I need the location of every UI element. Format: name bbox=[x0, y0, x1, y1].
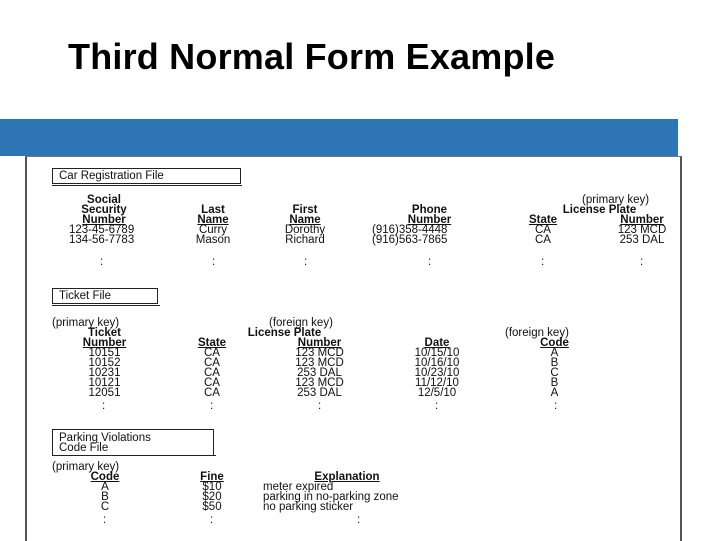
table-cell: (916)563-7865 bbox=[372, 234, 448, 246]
ellipsis: : bbox=[103, 514, 107, 526]
col-header-ticket-plate-number: Number bbox=[297, 337, 342, 349]
table-cell: $10 bbox=[202, 481, 222, 493]
table-cell: 12/5/10 bbox=[417, 387, 457, 399]
divider bbox=[52, 185, 242, 186]
ellipsis: : bbox=[102, 400, 106, 412]
table-cell: 123 MCD bbox=[295, 357, 344, 369]
table-cell: B bbox=[550, 377, 559, 389]
table-cell: CA bbox=[535, 234, 551, 246]
ellipsis: : bbox=[318, 400, 322, 412]
violations-primary-key-note: (primary key) bbox=[52, 461, 120, 473]
ticket-primary-key-note: (primary key) bbox=[52, 317, 120, 329]
col-header-first-1: First bbox=[292, 204, 318, 216]
table-cell: 253 DAL bbox=[619, 234, 665, 246]
table-cell: $20 bbox=[202, 491, 222, 503]
table-cell: C bbox=[550, 367, 559, 379]
table-cell: B bbox=[101, 491, 109, 503]
table-cell: CA bbox=[204, 347, 220, 359]
col-header-ssn-3: Number bbox=[82, 214, 126, 226]
table-cell: CA bbox=[204, 387, 220, 399]
ellipsis: : bbox=[212, 256, 216, 268]
table-cell: 10231 bbox=[88, 367, 121, 379]
col-header-ssn-1: Social bbox=[87, 194, 121, 206]
col-header-violation-code: Code bbox=[90, 471, 120, 483]
ellipsis: : bbox=[100, 256, 104, 268]
col-header-ticket-2: Number bbox=[82, 337, 127, 349]
table-cell: C bbox=[100, 501, 110, 513]
table-cell: 10151 bbox=[88, 347, 121, 359]
table-cell: A bbox=[101, 481, 109, 493]
table-cell: 12051 bbox=[88, 387, 121, 399]
table-cell: 253 DAL bbox=[297, 387, 342, 399]
ellipsis: : bbox=[357, 514, 361, 526]
table-cell: B bbox=[550, 357, 559, 369]
table-cell: Richard bbox=[285, 234, 325, 246]
ellipsis: : bbox=[541, 256, 545, 268]
table-cell: 123 MCD bbox=[295, 347, 344, 359]
divider bbox=[52, 455, 216, 456]
table-cell: no parking sticker bbox=[263, 501, 354, 513]
ellipsis: : bbox=[640, 256, 644, 268]
col-header-ticket-1: Ticket bbox=[87, 327, 122, 339]
table-cell: CA bbox=[204, 367, 220, 379]
parking-violations-title-line-2: Code File bbox=[59, 442, 109, 454]
header-band bbox=[0, 119, 678, 156]
table-cell: 123 MCD bbox=[295, 377, 344, 389]
col-header-ssn-2: Security bbox=[81, 204, 127, 216]
table-cell: meter expired bbox=[263, 481, 334, 493]
table-cell: 123-45-6789 bbox=[69, 224, 135, 236]
table-cell: parking in no-parking zone bbox=[263, 491, 399, 503]
col-header-ticket-state: State bbox=[197, 337, 227, 349]
ellipsis: : bbox=[210, 400, 214, 412]
parking-violations-file-label bbox=[52, 429, 214, 456]
car-primary-key-note: (primary key) bbox=[582, 194, 650, 206]
divider bbox=[52, 305, 160, 306]
ticket-foreign-key-note-plate: (foreign key) bbox=[269, 317, 333, 329]
col-header-fine: Fine bbox=[200, 471, 224, 483]
table-cell: 10121 bbox=[88, 377, 121, 389]
table-cell: CA bbox=[204, 357, 220, 369]
col-header-ticket-plate-group: License Plate bbox=[247, 327, 322, 339]
parking-violations-title-line-1: Parking Violations bbox=[59, 432, 151, 444]
col-header-date: Date bbox=[424, 337, 450, 349]
col-header-last-1: Last bbox=[201, 204, 225, 216]
col-header-phone-2: Number bbox=[407, 214, 452, 226]
col-header-first-2: Name bbox=[289, 214, 321, 226]
col-header-state: State bbox=[528, 214, 558, 226]
table-cell: 10/15/10 bbox=[414, 347, 460, 359]
table-cell: CA bbox=[535, 224, 551, 236]
table-cell: 10152 bbox=[88, 357, 121, 369]
ticket-foreign-key-note-code: (foreign key) bbox=[505, 327, 569, 339]
ticket-file-label: Ticket File bbox=[52, 288, 158, 304]
col-header-plate-group: License Plate bbox=[562, 204, 637, 216]
ellipsis: : bbox=[304, 256, 308, 268]
slide-title: Third Normal Form Example bbox=[68, 36, 556, 77]
col-header-code: Code bbox=[540, 337, 569, 349]
ellipsis: : bbox=[210, 514, 214, 526]
table-cell: 10/16/10 bbox=[414, 357, 460, 369]
table-cell: A bbox=[550, 347, 559, 359]
table-cell: (916)358-4448 bbox=[372, 224, 448, 236]
car-registration-file-label: Car Registration File bbox=[52, 168, 241, 184]
col-header-plate-number: Number bbox=[620, 214, 664, 226]
table-cell: A bbox=[550, 387, 559, 399]
col-header-phone-1: Phone bbox=[411, 204, 448, 216]
table-cell: CA bbox=[204, 377, 220, 389]
table-cell: Curry bbox=[198, 224, 228, 236]
table-cell: 134-56-7783 bbox=[69, 234, 135, 246]
table-cell: 11/12/10 bbox=[415, 377, 459, 389]
table-cell: Dorothy bbox=[284, 224, 326, 236]
ellipsis: : bbox=[428, 256, 432, 268]
table-cell: 253 DAL bbox=[297, 367, 342, 379]
table-cell: 10/23/10 bbox=[414, 367, 460, 379]
document-figure bbox=[25, 156, 682, 541]
ellipsis: : bbox=[554, 400, 558, 412]
table-cell: 123 MCD bbox=[617, 224, 667, 236]
ellipsis: : bbox=[435, 400, 439, 412]
table-cell: Mason bbox=[195, 234, 231, 246]
col-header-explanation: Explanation bbox=[314, 471, 380, 483]
col-header-last-2: Name bbox=[197, 214, 229, 226]
table-cell: $50 bbox=[202, 501, 222, 513]
